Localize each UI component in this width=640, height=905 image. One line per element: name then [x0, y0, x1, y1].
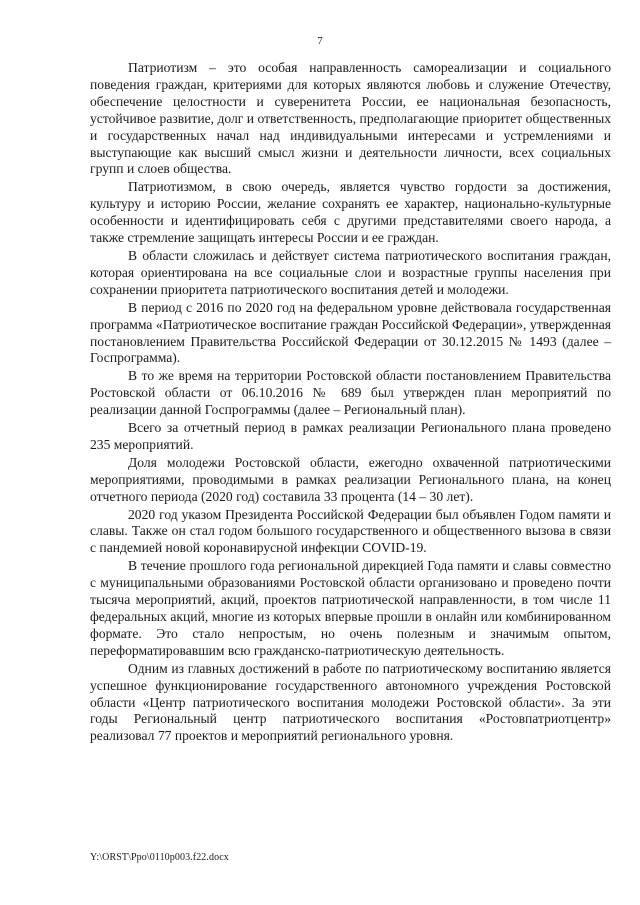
paragraph-patriotism-pride: Патриотизмом, в свою очередь, является чувство гордости за достижения, культуру и историю России, желание сохранять ее характер, национально-культурные особенности и идентифицировать себя с другими представителями своего народа, а также стремление защищать интересы России и ее граждан.	[90, 179, 611, 246]
page-number: 7	[317, 35, 323, 47]
paragraph-education-system: В области сложилась и действует система патриотического воспитания граждан, которая ориентирована на все социальные слои и возрастные группы населения при сохранении приоритета патриотического воспитания детей и молодежи.	[90, 247, 611, 297]
document-body	[90, 60, 611, 746]
paragraph-regional-plan: В то же время на территории Ростовской области постановлением Правительства Ростовской области от 06.10.2016 № 689 был утвержден план мероприятий по реализации данной Госпрограммы (далее – Региональный план).	[90, 368, 611, 418]
paragraph-events-count: Всего за отчетный период в рамках реализации Регионального плана проведено 235 мероприятий.	[90, 420, 611, 452]
paragraph-patriot-center: Одним из главных достижений в работе по патриотическому воспитанию является успешное функционирование государственного автономного учреждения Ростовской области «Центр патриотического воспитания молодежи Ростовской области». За эти годы Региональный центр патриотического воспитания «Ростовпатриотцентр» реализовал 77 проектов и мероприятий регионального уровня.	[90, 660, 611, 744]
paragraph-youth-share: Доля молодежи Ростовской области, ежегодно охваченной патриотическими мероприятиями, проводимыми в рамках реализации Регионального плана, на конец отчетного периода (2020 год) составила 33 процента (14 – 30 лет).	[90, 454, 611, 504]
footer-file-path: Y:\ORST\Ppo\0110p003.f22.docx	[90, 852, 229, 863]
paragraph-state-program: В период с 2016 по 2020 год на федеральном уровне действовала государственная программа «Патриотическое воспитание граждан Российской Федерации», утвержденная постановлением Правительства Российской Федерации от 30.12.2015 № 1493 (далее – Госпрограмма).	[90, 299, 611, 366]
paragraph-patriotism-definition: Патриотизм – это особая направленность самореализации и социального поведения граждан, критериями для которых являются любовь и служение Отечеству, обеспечение целостности и суверенитета России, ее национальная безопасность, устойчивое развитие, долг и ответственность, предполагающие приоритет общественных и государственных начал над индивидуальными интересами и устремлениями и выступающие как высший смысл жизни и деятельности личности, всех социальных групп и слоев общества.	[90, 60, 611, 177]
paragraph-year-of-memory: 2020 год указом Президента Российской Федерации был объявлен Годом памяти и славы. Также он стал годом большого государственного и общественного вызова в связи с пандемией новой коронавирусной инфекции COVID-19.	[90, 506, 611, 556]
paragraph-directorate-events: В течение прошлого года региональной дирекцией Года памяти и славы совместно с муниципальными образованиями Ростовской области организовано и проведено почти тысяча мероприятий, акций, проектов патриотической направленности, в том числе 11 федеральных акций, многие из которых впервые прошли в онлайн или комбинированном формате. Это стало непростым, но очень полезным и значимым опытом, переформатировавшим всю гражданско-патриотическую деятельность.	[90, 558, 611, 658]
